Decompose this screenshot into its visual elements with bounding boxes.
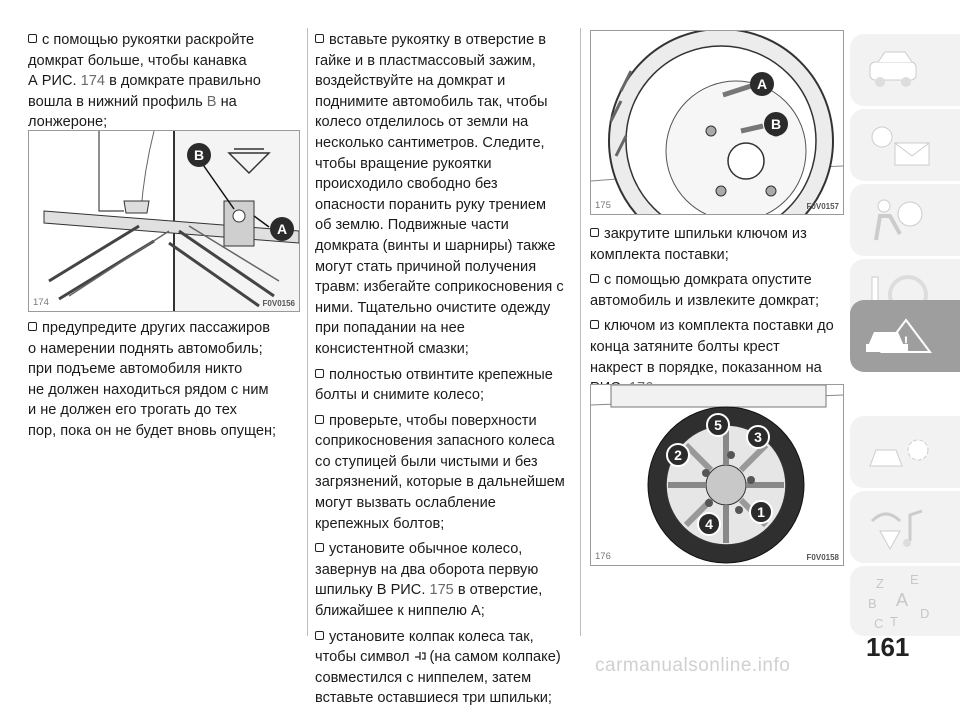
svg-text:A: A — [756, 76, 768, 92]
step-warn-passengers: предупредите других пассажиров о намерении поднять автомобиль; при подъеме автомобиля никто не должен находиться рядом с ним и не должен его трогать до тех пор, пока он не будет вновь опущен; — [28, 320, 277, 439]
step-open-jack: с помощью рукоятки раскройте домкрат больше, чтобы канавка А РИС. 174 в домкрате правильно вошла в нижний профиль В на лонжероне; — [28, 32, 261, 131]
car-dashboard-icon — [850, 34, 960, 106]
column-divider — [580, 28, 581, 636]
svg-text:B: B — [193, 147, 205, 163]
svg-text:5: 5 — [714, 417, 722, 433]
valve-symbol-icon — [412, 648, 428, 662]
tab-maintenance[interactable] — [850, 416, 960, 488]
svg-text:3: 3 — [754, 429, 762, 445]
checkbox-bullet-icon — [315, 369, 324, 378]
svg-text:T: T — [890, 614, 898, 629]
checkbox-bullet-icon — [315, 415, 324, 424]
safety-airbag-icon — [850, 184, 960, 256]
figure-code: F0V0156 — [262, 299, 295, 308]
figure-176-tightening-order — [590, 384, 844, 566]
svg-text:B: B — [770, 116, 782, 132]
checkbox-bullet-icon — [28, 34, 37, 43]
figure-175-wheel-studs — [590, 30, 844, 215]
tab-dashboard[interactable] — [850, 34, 960, 106]
svg-text:1: 1 — [757, 504, 765, 520]
figure-code: F0V0158 — [806, 553, 839, 562]
column-1 — [28, 30, 300, 138]
hubcap-illustration — [591, 385, 843, 565]
wheel-illustration — [591, 31, 843, 214]
watermark: carmanualsonline.info — [595, 655, 791, 676]
step-fit-wheel: установите обычное колесо, завернув на два оборота первую шпильку В РИС. 175 в отверстие, ближайшее к ниппелю А; — [315, 541, 543, 620]
svg-text:Z: Z — [876, 576, 884, 591]
column-1-lower — [28, 318, 300, 447]
figure-ref[interactable]: 174 — [80, 73, 106, 90]
emergency-icon — [850, 300, 960, 372]
step-remove-wheel: полностью отвинтите крепежные болты и снимите колесо; — [315, 366, 553, 404]
svg-text:B: B — [868, 596, 877, 611]
step-fit-hubcap: установите колпак колеса так, чтобы символ (на самом колпаке) совместился с ниппелем, затем вставьте оставшиеся три шпильки; — [315, 628, 561, 707]
tab-multimedia[interactable] — [850, 491, 960, 563]
warning-lights-icon — [850, 109, 960, 181]
column-2 — [315, 30, 575, 714]
svg-text:E: E — [910, 572, 919, 587]
multimedia-icon — [850, 491, 960, 563]
svg-text:A: A — [896, 590, 909, 610]
tab-warning-lights[interactable] — [850, 109, 960, 181]
figure-174-jack — [28, 130, 300, 312]
figure-number: 175 — [595, 200, 611, 211]
checkbox-bullet-icon — [315, 631, 324, 640]
svg-text:D: D — [920, 606, 930, 621]
figure-number: 176 — [595, 551, 611, 562]
figure-code: F0V0157 — [806, 202, 839, 211]
step-check-surfaces: проверьте, чтобы поверхности соприкосновения запасного колеса со ступицей были чистыми и без загрязнений, которые в дальнейшем могут вызвать ослабление крепежных болтов; — [315, 412, 565, 532]
checkbox-bullet-icon — [590, 320, 599, 329]
checkbox-bullet-icon — [315, 34, 324, 43]
jack-illustration — [29, 131, 299, 311]
tab-safety[interactable] — [850, 184, 960, 256]
checkbox-bullet-icon — [590, 274, 599, 283]
step-insert-handle: вставьте рукоятку в отверстие в гайке и в пластмассовый зажим, воздействуйте на домкрат и поднимите автомобиль так, чтобы колесо отделилось от земли на несколько сантиметров. Следите, чтобы вращение рукоятки происходило свободно без опасности поранить руку трением об землю. Подвижные части домкрата (винты и шарниры) также могут стать причиной получения травм: избегайте соприкосновения с ними. Тщательно очистите одежду при попадании на нее консистентной смазки; — [315, 32, 564, 357]
maintenance-icon — [850, 416, 960, 488]
svg-text:!: ! — [903, 333, 909, 349]
tab-index[interactable] — [850, 566, 960, 636]
svg-text:2: 2 — [674, 447, 682, 463]
index-icon — [850, 566, 960, 636]
step-tighten-studs: закрутите шпильки ключом из комплекта поставки; — [590, 226, 807, 263]
page-number: 161 — [866, 632, 910, 662]
step-cross-tighten: ключом из комплекта поставки до конца затяните болты крест накрест в порядке, показанном на — [590, 316, 842, 398]
checkbox-bullet-icon — [28, 322, 37, 331]
figure-ref[interactable]: 175 — [429, 582, 454, 599]
tab-emergency[interactable] — [850, 300, 960, 372]
checkbox-bullet-icon — [315, 543, 324, 552]
svg-text:C: C — [874, 616, 884, 631]
svg-text:A: A — [276, 221, 288, 237]
checkbox-bullet-icon — [590, 228, 599, 237]
figure-number: 174 — [33, 297, 49, 308]
step-lower-car: с помощью домкрата опустите автомобиль и извлеките домкрат; — [590, 272, 820, 309]
svg-text:4: 4 — [705, 516, 713, 532]
column-3 — [590, 224, 842, 404]
column-divider — [307, 28, 308, 636]
